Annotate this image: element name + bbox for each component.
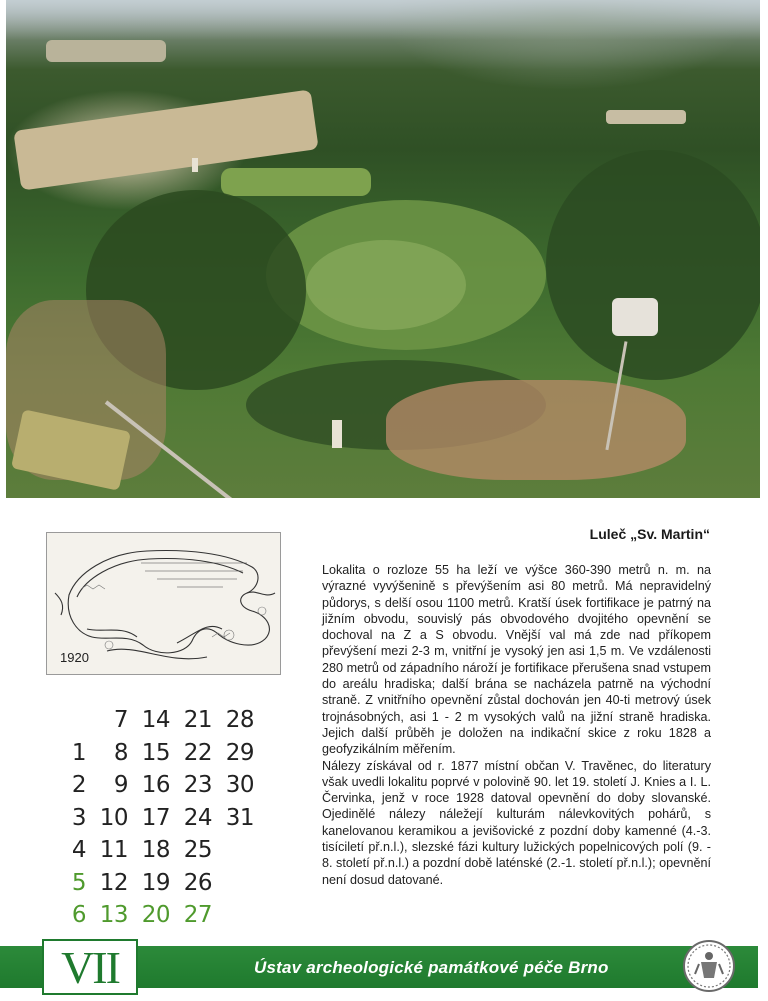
calendar-day: 10 <box>99 804 128 831</box>
calendar-day-weekend: 20 <box>141 902 170 929</box>
photo-field <box>606 110 686 124</box>
calendar-day-weekend: 5 <box>71 869 86 896</box>
calendar-day: 28 <box>225 707 254 734</box>
calendar-day: 12 <box>99 869 128 896</box>
sketch-year: 1920 <box>60 650 89 665</box>
photo-chapel <box>192 158 198 172</box>
calendar-day: 9 <box>113 772 128 799</box>
calendar-row-weekend <box>62 867 258 900</box>
calendar-day: 1 <box>71 739 86 766</box>
institute-logo-icon <box>683 940 735 992</box>
photo-forest <box>546 150 760 380</box>
aerial-photo <box>6 0 760 498</box>
calendar-day: 29 <box>225 739 254 766</box>
calendar-day: 21 <box>183 707 212 734</box>
photo-quarry <box>612 298 658 336</box>
logo-figure <box>685 942 733 990</box>
article-paragraph: Lokalita o rozloze 55 ha leží ve výšce 360-390 metrů n. m. na výrazné vyvýšenině s převýšením asi 80 metrů. Má nepravidelný půdorys, s delší osou 1100 metrů. Kratší úsek fortifikace je patrný na jižním obvodu, souvislý pás obvodového dvojitého opevnění se dochoval na Z a S obvodu. Vnější val má zde nad příkopem převýšení mezi 2-3 m, vnitřní je vysoký jen asi 1,5 m. Ve vzdálenosti 280 metrů od západního nároží je fortifikace přerušena snad vstupem do areálu hradiska; další brána se nacházela patrně na východní straně. Z vnitřního opevnění zůstal dochován jen 40-ti metrový úsek trojnásobných, asi 1 - 2 m vysokých valů na jižní straně hradiska. Jejich další průběh je doložen na indikační skice z roku 1828 a geofyzikálním měřením. <box>322 563 711 757</box>
photo-plateau <box>306 240 466 330</box>
calendar-day-weekend: 27 <box>183 902 212 929</box>
photo-sky-haze <box>6 0 760 40</box>
calendar-row-weekend <box>62 899 258 932</box>
calendar-day: 25 <box>183 837 212 864</box>
calendar-row <box>62 834 258 867</box>
month-numeral-box <box>42 939 138 995</box>
photo-meadow <box>221 168 371 196</box>
photo-village <box>386 380 686 480</box>
calendar-day: 19 <box>141 869 170 896</box>
article-title: Luleč „Sv. Martin“ <box>589 526 710 542</box>
month-calendar <box>62 704 258 932</box>
month-numeral: VII <box>61 941 119 993</box>
calendar-day: 16 <box>141 772 170 799</box>
calendar-day: 22 <box>183 739 212 766</box>
calendar-day: 3 <box>71 804 86 831</box>
calendar-day: 23 <box>183 772 212 799</box>
photo-field <box>46 40 166 62</box>
calendar-day-weekend: 13 <box>99 902 128 929</box>
calendar-day: 26 <box>183 869 212 896</box>
calendar-day: 4 <box>71 837 86 864</box>
calendar-row <box>62 704 258 737</box>
calendar-row <box>62 737 258 770</box>
article-paragraph: Nálezy získával od r. 1877 místní občan V. Travěnec, do literatury však uvedli lokalitu poprvé v polovině 90. let 19. století J. Knies a I. L. Červinka, jenž v roce 1928 datoval opevnění do doby slovanské. Ojedinělé nálezy náležejí kulturám nálevkovitých pohárů, s kanelovanou keramikou a jevišovické z pozdní doby kamenné (4.-3. tisíciletí př.n.l.), slezské fázi kultury lužických popelnicových polí (9. - 8. století př.n.l.) a pozdní době laténské (2.-1. století př.n.l.); opevnění není dosud datované. <box>322 758 711 887</box>
calendar-day: 7 <box>113 707 128 734</box>
calendar-day: 15 <box>141 739 170 766</box>
calendar-day: 14 <box>141 707 170 734</box>
calendar-day: 31 <box>225 804 254 831</box>
calendar-row <box>62 802 258 835</box>
calendar-row <box>62 769 258 802</box>
calendar-day: 30 <box>225 772 254 799</box>
calendar-day: 8 <box>113 739 128 766</box>
historical-sketch-map <box>46 532 281 675</box>
calendar-day: 11 <box>99 837 128 864</box>
photo-church <box>332 420 342 448</box>
article-body <box>322 562 711 888</box>
calendar-day: 18 <box>141 837 170 864</box>
calendar-day: 24 <box>183 804 212 831</box>
calendar-day: 2 <box>71 772 86 799</box>
calendar-day: 17 <box>141 804 170 831</box>
calendar-day-weekend: 6 <box>71 902 86 929</box>
institution-name: Ústav archeologické památkové péče Brno <box>254 958 609 977</box>
